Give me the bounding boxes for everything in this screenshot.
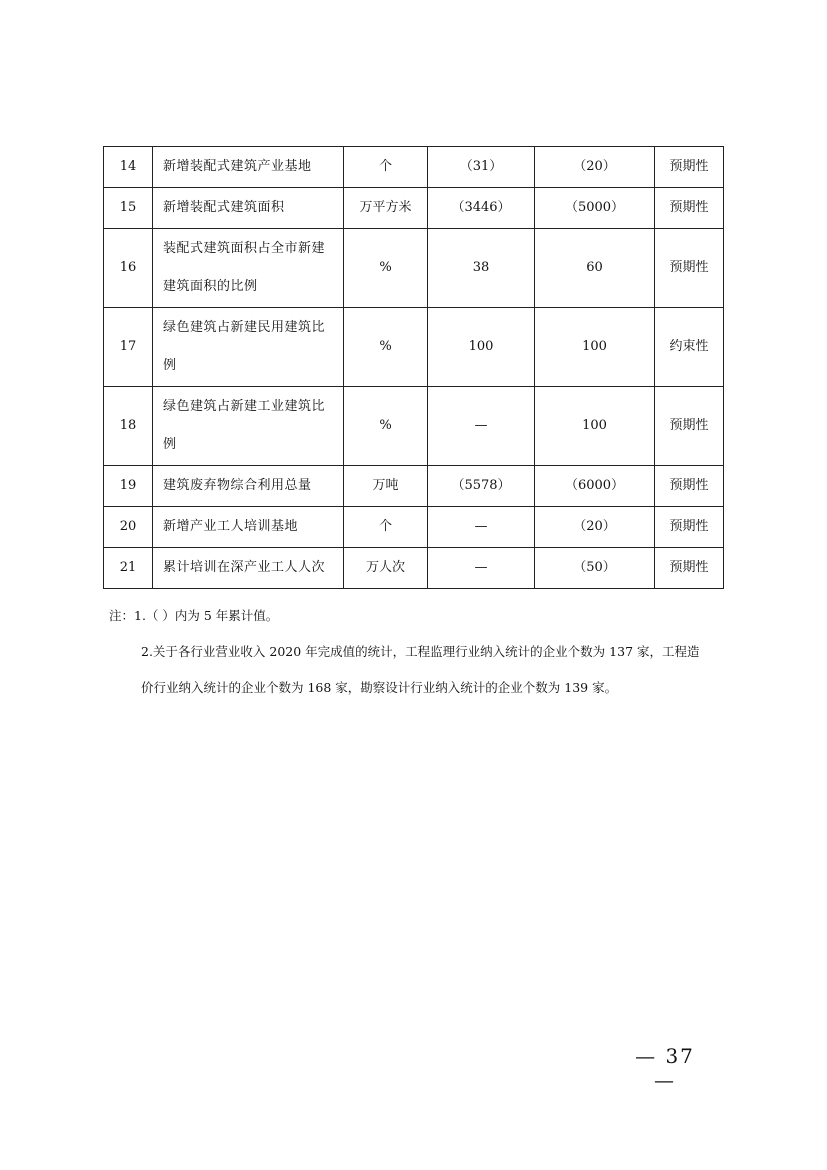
note-2-continued (109, 670, 729, 706)
cell-target-2025: （50） (535, 548, 655, 589)
cell-unit: 个 (344, 507, 428, 548)
cell-unit: % (344, 308, 428, 387)
cell-attribute: 预期性 (655, 507, 724, 548)
cell-indicator-name: 新增装配式建筑面积 (153, 188, 344, 229)
cell-indicator-name: 绿色建筑占新建民用建筑比例 (153, 308, 344, 387)
cell-indicator-name: 新增装配式建筑产业基地 (153, 147, 344, 188)
cell-number: 18 (104, 387, 153, 466)
cell-value-2020: （31） (428, 147, 535, 188)
cell-target-2025: 60 (535, 229, 655, 308)
cell-value-2020: — (428, 548, 535, 589)
cell-unit: 个 (344, 147, 428, 188)
note-2 (109, 634, 729, 670)
cell-attribute: 约束性 (655, 308, 724, 387)
note-2-line-2: 价行业纳入统计的企业个数为 168 家，勘察设计行业纳入统计的企业个数为 139 家。 (141, 680, 618, 695)
indicator-table-body (104, 147, 724, 589)
cell-number: 15 (104, 188, 153, 229)
cell-unit: % (344, 229, 428, 308)
cell-target-2025: （20） (535, 507, 655, 548)
cell-value-2020: （3446） (428, 188, 535, 229)
table-row (104, 229, 724, 308)
cell-unit: 万人次 (344, 548, 428, 589)
note-1: 注：1.（ ）内为 5 年累计值。 (109, 608, 279, 623)
cell-unit: 万平方米 (344, 188, 428, 229)
cell-attribute: 预期性 (655, 147, 724, 188)
cell-attribute: 预期性 (655, 548, 724, 589)
cell-indicator-name: 装配式建筑面积占全市新建建筑面积的比例 (153, 229, 344, 308)
cell-indicator-name: 新增产业工人培训基地 (153, 507, 344, 548)
cell-unit: 万吨 (344, 466, 428, 507)
cell-number: 14 (104, 147, 153, 188)
table-row (104, 466, 724, 507)
cell-number: 16 (104, 229, 153, 308)
table-row (104, 188, 724, 229)
cell-number: 21 (104, 548, 153, 589)
cell-target-2025: 100 (535, 308, 655, 387)
cell-unit: % (344, 387, 428, 466)
cell-value-2020: 100 (428, 308, 535, 387)
cell-indicator-name: 累计培训在深产业工人人次 (153, 548, 344, 589)
cell-indicator-name: 绿色建筑占新建工业建筑比例 (153, 387, 344, 466)
cell-attribute: 预期性 (655, 466, 724, 507)
cell-attribute: 预期性 (655, 387, 724, 466)
indicator-table (103, 146, 724, 589)
table-row (104, 308, 724, 387)
cell-target-2025: （5000） (535, 188, 655, 229)
cell-number: 19 (104, 466, 153, 507)
cell-attribute: 预期性 (655, 229, 724, 308)
cell-number: 17 (104, 308, 153, 387)
cell-value-2020: 38 (428, 229, 535, 308)
table-row (104, 548, 724, 589)
cell-value-2020: （5578） (428, 466, 535, 507)
cell-target-2025: 100 (535, 387, 655, 466)
cell-target-2025: （6000） (535, 466, 655, 507)
table-row (104, 507, 724, 548)
cell-number: 20 (104, 507, 153, 548)
cell-value-2020: — (428, 387, 535, 466)
page-number: — 37 — (635, 1044, 695, 1092)
cell-attribute: 预期性 (655, 188, 724, 229)
notes-section (109, 598, 729, 706)
table-row (104, 147, 724, 188)
cell-indicator-name: 建筑废弃物综合利用总量 (153, 466, 344, 507)
note-2-line-1: 2.关于各行业营业收入 2020 年完成值的统计，工程监理行业纳入统计的企业个数为 137 家，工程造 (141, 644, 700, 659)
cell-value-2020: — (428, 507, 535, 548)
table-row (104, 387, 724, 466)
cell-target-2025: （20） (535, 147, 655, 188)
